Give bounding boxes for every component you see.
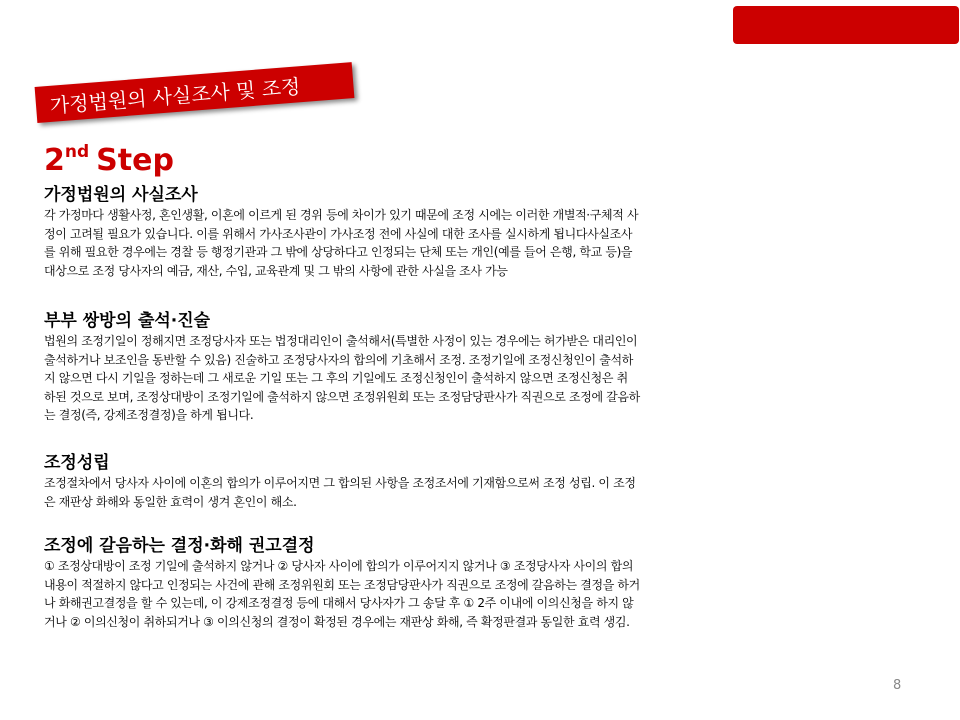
section-text-line: 거나 ② 이의신청이 취하되거나 ③ 이의신청의 결정이 확정된 경우에는 재판상 화해, 즉 확정판결과 동일한 효력 생김.	[44, 614, 630, 629]
section-text-line: 법원의 조정기일이 정해지면 조정당사자 또는 법정대리인이 출석해서(특별한 사정이 있는 경우에는 허가받은 대리인이	[44, 334, 638, 348]
page-number: 8	[893, 678, 902, 693]
step-word: Step	[96, 143, 174, 178]
section-attendance-statement	[44, 310, 896, 425]
section-text-line: ① 조정상대방이 조정 기일에 출석하지 않거나 ② 당사자 사이에 합의가 이루어지지 않거나 ③ 조정당사자 사이의 합의	[44, 559, 634, 573]
section-text-line: 대상으로 조정 당사자의 예금, 재산, 수입, 교육관계 및 그 밖의 사항에 관한 사실을 조사 가능	[44, 263, 508, 278]
top-accent-bar	[733, 6, 959, 44]
step-suffix: nd	[64, 142, 90, 162]
title-banner	[35, 62, 355, 123]
section-title: 조정에 갈음하는 결정·화해 권고결정	[44, 536, 315, 556]
step-number: 2	[44, 143, 65, 178]
section-fact-investigation	[44, 184, 896, 280]
section-text-line: 조정절차에서 당사자 사이에 이혼의 합의가 이루어지면 그 합의된 사항을 조정조서에 기재함으로써 조정 성립. 이 조정	[44, 476, 636, 490]
section-title: 가정법원의 사실조사	[44, 185, 198, 205]
section-text-line: 출석하거나 보조인을 동반할 수 있음) 진술하고 조정당사자의 합의에 기초해서 조정. 조정기일에 조정신청인이 출석하	[44, 352, 633, 367]
step-heading	[44, 142, 174, 178]
section-substitute-decision	[44, 535, 896, 631]
section-text-line: 내용이 적절하지 않다고 인정되는 사건에 관해 조정위원회 또는 조정담당판사가 직권으로 조정에 갈음하는 결정을 하거	[44, 577, 640, 592]
section-text-line: 하된 것으로 보며, 조정상대방이 조정기일에 출석하지 않으면 조정위원회 또는 조정담당판사가 직권으로 조정에 갈음하	[44, 389, 640, 404]
section-text-line: 는 결정(즉, 강제조정결정)을 하게 됩니다.	[44, 408, 254, 422]
section-text-line: 나 화해권고결정을 할 수 있는데, 이 강제조정결정 등에 대해서 당사자가 그 송달 후 ① 2주 이내에 이의신청을 하지 않	[44, 596, 634, 610]
section-title: 조정성립	[44, 453, 110, 473]
section-text-line: 각 가정마다 생활사정, 혼인생활, 이혼에 이르게 된 경위 등에 차이가 있기 때문에 조정 시에는 이러한 개별적·구체적 사	[44, 208, 639, 222]
section-text-line: 은 재판상 화해와 동일한 효력이 생겨 혼인이 해소.	[44, 494, 297, 509]
section-mediation-established	[44, 452, 896, 511]
section-title: 부부 쌍방의 출석·진술	[44, 311, 211, 331]
section-text-line: 정이 고려될 필요가 있습니다. 이를 위해서 가사조사관이 가사조정 전에 사실에 대한 조사를 실시하게 됩니다사실조사	[44, 226, 633, 241]
section-text-line: 를 위해 필요한 경우에는 경찰 등 행정기관과 그 밖에 상당하다고 인정되는 단체 또는 개인(예를 들어 은행, 학교 등)을	[44, 245, 633, 259]
slide-title: 가정법원의 사실조사 및 조정	[49, 74, 302, 118]
section-text-line: 지 않으면 다시 기일을 정하는데 그 새로운 기일 또는 그 후의 기일에도 조정신청인이 출석하지 않으면 조정신청은 취	[44, 371, 628, 385]
